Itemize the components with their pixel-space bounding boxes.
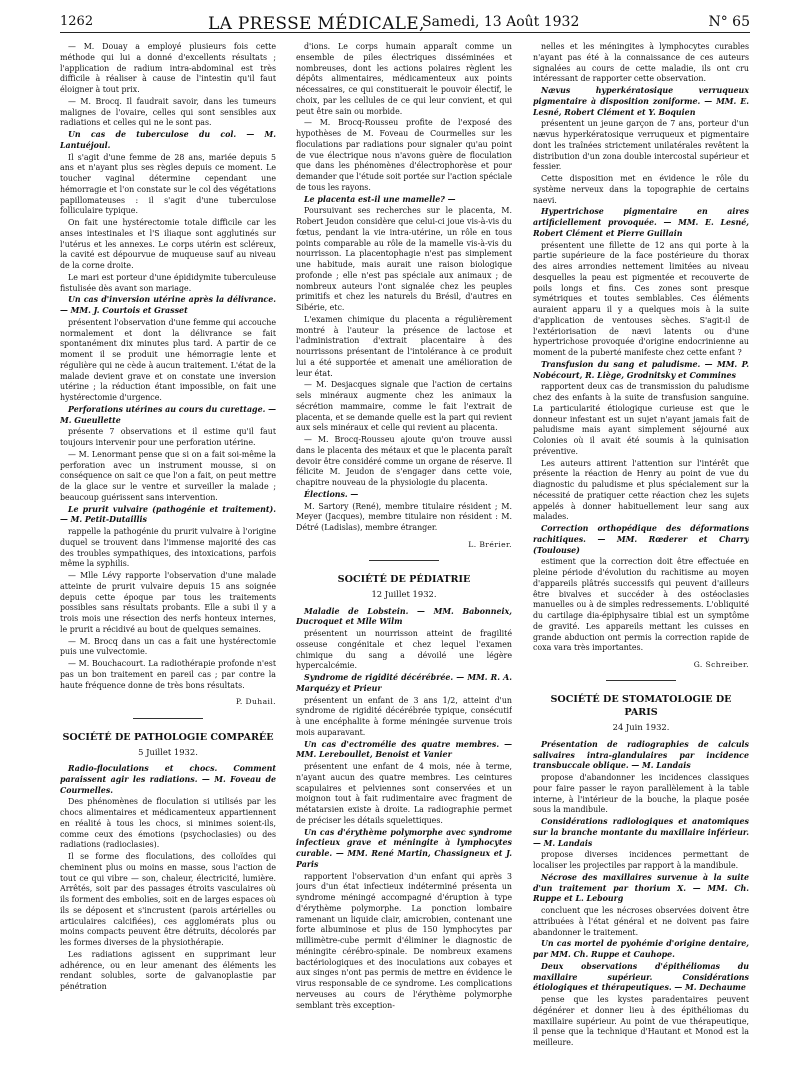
section-divider (133, 718, 203, 719)
page-header (60, 8, 750, 33)
paragraph: d'ions. Le corps humain apparaît comme un ensemble de piles électriques disséminées et nombreuses, dont les actions polaires règlent les dépôts alimentaires, médicamenteux aux points nécessaires, ce qui constituerait le pouvoir électif, le choix, par les cellules de ce qui leur convient, et qui peut être sain ou morbide. (296, 42, 512, 116)
article-title: Hypertrichose pigmentaire en aires artificiellement provoquée. — MM. E. Lesné, Robert Clément et Pierre Guillain (533, 207, 749, 238)
article-title: Nævus hyperkératosique verruqueux pigmentaire à disposition zoniforme. — MM. E. Lesné, Robert Clément et Y. Boquien (533, 86, 749, 117)
article-title: Syndrome de rigidité décérébrée. — MM. R. A. Marquézy et Prieur (296, 673, 512, 693)
paragraph: — M. Lenormant pense que si on a fait soi-même la perforation avec un instrument mousse, si on conséquence on sait ce que l'on a fait, on peut mettre de la glace sur le ventre et surveiller la malade ; beaucoup guérissent sans intervention. (60, 449, 276, 502)
paragraph: Les radiations agissent en supprimant leur adhérence, ou en leur amenant des éléments les rendant solubles, sorte de galvanoplastie par pénétration (60, 949, 276, 992)
article-title: Le prurit vulvaire (pathogénie et traitement). — M. Petit-Dutaillis (60, 504, 276, 525)
paragraph: présentent un enfant de 3 ans 1/2, atteint d'un syndrome de rigidité décérébrée typique, consécutif à une encéphalite à forme méningée survenue trois mois auparavant. (296, 695, 512, 737)
section-heading: SOCIÉTÉ DE PATHOLOGIE COMPARÉE (62, 731, 274, 743)
section-divider (606, 680, 676, 681)
column-right (533, 42, 749, 1072)
paragraph: Poursuivant ses recherches sur le placenta, M. Robert Jeudon considère que celui-ci joue vis-à-vis du fœtus, pendant la vie intra-utérine, un rôle en tous points comparable au rôle de la mamelle vis-à-vis du nourrisson. La placentophagie n'est pas simplement une habitude, mais aurait une raison biologique profonde ; elle n'est pas spéciale aux animaux ; de nombreux auteurs l'ont signalée chez les peuples primitifs et chez les naturels du Brésil, d'autres en Sibérie, etc. (296, 206, 512, 312)
paragraph: estiment que la correction doit être effectuée en pleine période d'évolution du rachitisme au moyen d'appareils plâtrés successifs qui peuvent d'ailleurs être bivalves et succéder à des ostéoclasies manuelles ou à de simples redressements. L'obliquité du cartilage dia-épiphysaire tibial est un symptôme de gravité. Les appareils mettant les cuisses en grande abduction ont permis la correction rapide de coxa vara très importantes. (533, 557, 749, 653)
article-title: Présentation de radiographies de calculs salivaires intra-glandulaires par incidence transbuccale oblique. — M. Landais (533, 739, 749, 771)
paragraph: On fait une hystérectomie totale difficile car les anses intestinales et l'S iliaque sont agglutinés sur l'utérus et les annexes. Le corps utérin est scléreux, la cavité est dépourvue de muqueuse sauf au niveau de la corne droite. (60, 218, 276, 270)
article-title: Élections. — (304, 489, 359, 499)
article-title: Correction orthopédique des déformations rachitiques. — MM. Rœderer et Charry (Toulouse) (533, 524, 749, 555)
issue-number: N° 65 (708, 14, 750, 30)
page-number: 1262 (60, 14, 94, 29)
article-title: Un cas d'inversion utérine après la délivrance. — MM. J. Courtois et Grasset (60, 295, 276, 315)
paragraph: — M. Desjacques signale que l'action de certains sels minéraux augmente chez les animaux la sécrétion mammaire, comme le fait l'extrait de placenta, et se demande quelle est la part qui revient aux sels minéraux et celle qui revient au placenta. (296, 380, 512, 433)
signature: P. Duhail. (235, 697, 276, 707)
paragraph: — M. Brocq. Il faudrait savoir, dans les tumeurs malignes de l'ovaire, celles qui sont sensibles aux radiations et celles qui ne le sont pas. (60, 96, 276, 128)
paragraph: — Mlle Lévy rapporte l'observation d'une malade atteinte de prurit vulvaire depuis 15 ans soignée depuis cette époque par tous les traitements possibles sans résultats probants. Elle a subi il y a trois mois une résection des nerfs honteux internes, le prurit a récidivé au bout de quelques semaines. (60, 571, 276, 634)
article-title: Considérations radiologiques et anatomiques sur la branche montante du maxillaire inférieur. — M. Landais (533, 817, 749, 848)
paragraph: présentent un jeune garçon de 7 ans, porteur d'un nævus hyperkératosique verruqueux et pigmentaire dont les traînées strictement unilatérales revêtent la distribution d'un zona double intercostal supérieur et fessier. (533, 119, 749, 172)
section-divider (369, 560, 439, 561)
signature: L. Brérier. (468, 539, 512, 549)
column-middle (296, 42, 512, 1072)
article-title: Deux observations d'épithéliomas du maxillaire supérieur. Considérations étiologiques et thérapeutiques. — M. Dechaume (533, 961, 749, 993)
issue-date: Samedi, 13 Août 1932 (422, 14, 580, 30)
article-title: Transfusion du sang et paludisme. — MM. P. Nobécourt, R. Liège, Grodnitsky et Commines (533, 359, 749, 380)
paragraph: Il s'agit d'une femme de 28 ans, mariée depuis 5 ans et n'ayant plus ses règles depuis ce moment. Le toucher vaginal détermine cependant une hémorragie et l'on constate sur le col des végétations papillomateuses : il s'agit d'une tuberculose folliculaire typique. (60, 152, 276, 216)
paragraph: rapportent l'observation d'un enfant qui après 3 jours d'un état infectieux indéterminé présenta un syndrome méningé accompagné d'éruption à type d'érythème polymorphe. La ponction lombaire ramenant un liquide clair, amicrobien, contenant une forte albuminose et plus de 150 lymphocytes par millimètre-cube permit d'éliminer le diagnostic de méningite cérébro-spinale. De nombreux examens bactériologiques et des inoculations aux cobayes et aux singes n'ont pas permis de mettre en évidence le virus responsable de ce syndrome. Les complications nerveuses au cours de l'érythème polymorphe semblant très exception- (296, 871, 512, 1010)
section-heading: SOCIÉTÉ DE PÉDIATRIE (337, 574, 471, 586)
paragraph: présente 7 observations et il estime qu'il faut toujours intervenir pour une perforation utérine. (60, 427, 276, 447)
paragraph: nelles et les méningites à lymphocytes curables n'ayant pas été à la connaissance de ces auteurs signalées au cours de cette maladie, ils ont cru intéressant de rapporter cette observation. (533, 42, 749, 84)
paragraph: rappelle la pathogénie du prurit vulvaire à l'origine duquel se trouvent dans l'immense majorité des cas des troubles sympathiques, des intoxications, parfois même la syphilis. (60, 527, 276, 569)
section-date: 24 Juin 1932. (612, 722, 670, 733)
paragraph: propose d'abandonner les incidences classiques pour faire passer le rayon parallèlement à la table interne, à l'intérieur de la bouche, la plaque posée sous la mandibule. (533, 773, 749, 815)
article-title: Perforations utérines au cours du curettage. — M. Gueullette (60, 404, 276, 425)
paragraph: présentent l'observation d'une femme qui accouche normalement et dont la délivrance se fait spontanément dix minutes plus tard. A partir de ce moment il se produit une hémorragie lente et régulière qui ne cède à aucun traitement. L'état de la malade devient grave et on constate une inversion utérine ; la réduction étant impossible, on fait une hystérectomie d'urgence. (60, 317, 276, 402)
section-date: 5 Juillet 1932. (138, 746, 198, 757)
section-date: 12 Juillet 1932. (371, 589, 437, 600)
article-title: Un cas d'ectromélie des quatre membres. — MM. Lereboullet, Benoist et Vanier (296, 739, 512, 760)
paragraph: rapportent deux cas de transmission du paludisme chez des enfants à la suite de transfusion sanguine. La particularité étiologique curieuse est que le donneur infestant est un sujet n'ayant jamais fait de paludisme mais ayant simplement séjourné aux Colonies où il avait été soumis à la quinisation préventive. (533, 382, 749, 456)
paragraph: concluent que les nécroses observées doivent être attribuées à l'état général et ne doivent pas faire abandonner le traitement. (533, 906, 749, 937)
paragraph: présentent un nourrisson atteint de fragilité osseuse congénitale et chez lequel l'examen chimique du sang a dévoilé une légère hypercalcémie. (296, 629, 512, 671)
signature: G. Schreiber. (693, 660, 749, 669)
article-title: Un cas de tuberculose du col. — M. Lantuéjoul. (60, 130, 276, 150)
paragraph: Il se forme des floculations, des colloïdes qui cheminent plus ou moins en masse, sous l'action de tout ce qui vibre — son, chaleur, électricité, lumière. Arrêtés, soit par des passages étroits vasculaires où ils forment des embolies, soit en de larges espaces où ils se déposent et s'incrustent (parois artérielles ou articulaires calcifiées), ces agglomérats plus ou moins compacts peuvent être détruits, décolorés par les formes diverses de la physiothérapie. (60, 852, 276, 948)
section-heading: SOCIÉTÉ DE STOMATOLOGIE DE PARIS (550, 694, 732, 719)
paragraph: — M. Brocq-Rousseu ajoute qu'on trouve aussi dans le placenta des métaux et que le placenta paraît devoir être considéré comme un organe de réserve. Il félicite M. Jeudon de s'engager dans cette voie, chapitre nouveau de la physiologie du placenta. (296, 435, 512, 487)
paragraph: — M. Bouchacourt. La radiothérapie profonde n'est pas un bon traitement en pareil cas ; par contre la haute fréquence donne de très bons résultats. (60, 659, 276, 690)
paragraph: — M. Douay a employé plusieurs fois cette méthode qui lui a donné d'excellents résultats ; l'application de radium intra-abdominal est très difficile à réaliser à cause de l'intestin qu'il faut éloigner à tout prix. (60, 42, 276, 94)
paragraph: Des phénomènes de floculation si utilisés par les chocs alimentaires et médicamenteux appartiennent en réalité à tous les chocs, si minimes soient-ils, comme ceux des émotions (psychoclasies) ou des radiations (radioclasies). (60, 797, 276, 850)
paragraph: — M. Brocq dans un cas a fait une hystérectomie puis une vulvectomie. (60, 636, 276, 657)
journal-title: LA PRESSE MÉDICALE, (208, 14, 425, 34)
article-title: Le placenta est-il une mamelle? — (304, 194, 456, 204)
paragraph: présentent une fillette de 12 ans qui porte à la partie supérieure de la face postérieure du thorax des aires arrondies nettement limitées au niveau desquelles la peau est pigmentée et recouverte de poils longs et fins. Ces zones sont presque symétriques et toutes semblables. Ces éléments auraient apparu il y a quelques mois à la suite d'application de ventouses sèches. S'agit-il de l'extériorisation de nævi latents ou d'une hypertrichose provoquée d'origine endocrinienne au moment de la puberté manifeste chez cette enfant ? (533, 240, 749, 357)
paragraph: M. Sartory (René), membre titulaire résident ; M. Meyer (Jacques), membre titulaire non résident : M. Détré (Ladislas), membre étranger. (296, 501, 512, 532)
paragraph: L'examen chimique du placenta a régulièrement montré à l'auteur la présence de lactose et l'administration d'extrait placentaire à des nourrissons présentant de l'intolérance à ce produit lui a été supportée et amenait une amélioration de leur état. (296, 314, 512, 378)
article-title: Un cas mortel de pyohémie d'origine dentaire, par MM. Ch. Ruppe et Cauhope. (533, 939, 749, 960)
paragraph: Cette disposition met en évidence le rôle du système nerveux dans la topographie de certains naevi. (533, 174, 749, 205)
column-left (60, 42, 276, 1072)
paragraph: Le mari est porteur d'une épididymite tuberculeuse fistulisée dès avant son mariage. (60, 272, 276, 293)
article-title: Nécrose des maxillaires survenue à la suite d'un traitement par thorium X. — MM. Ch. Ruppe et L. Lebourg (533, 872, 749, 904)
article-title: Maladie de Lobstein. — MM. Babonneix, Ducroquet et Mlle Wilm (296, 606, 512, 627)
paragraph: pense que les kystes paradentaires peuvent dégénérer et donner lieu à des épithéliomas du maxillaire supérieur. Au point de vue thérapeutique, il pense que la technique d'Hautant et Monod est la meilleure. (533, 995, 749, 1048)
article-title: Radio-floculations et chocs. Comment paraissent agir les radiations. — M. Foveau de Courmelles. (60, 764, 276, 795)
paragraph: — M. Brocq-Rousseu profite de l'exposé des hypothèses de M. Foveau de Courmelles sur les floculations par radiations pour signaler qu'au point de vue électrique nous n'avons guère de floculation que dans les phénomènes d'électrophorèse et pour demander que l'étude soit portée sur l'action spéciale de tous les rayons. (296, 118, 512, 192)
paragraph: Les auteurs attirent l'attention sur l'intérêt que présente la réaction de Henry au point de vue du diagnostic du paludisme et plus spécialement sur la nécessité de pratiquer cette réaction chez les sujets appelés à donner habituellement leur sang aux malades. (533, 458, 749, 522)
article-title: Un cas d'érythème polymorphe avec syndrome infectieux grave et méningite à lymphocytes curable. — MM. René Martin, Chassigneux et J. Paris (296, 827, 512, 869)
paragraph: présentent une enfant de 4 mois, née à terme, n'ayant aucun des quatre membres. Les ceintures scapulaires et pelviennes sont conservées et un moignon tout à fait rudimentaire avec fragment de métatarsien existe à droite. La radiographie permet de préciser les détails squelettiques. (296, 762, 512, 825)
paragraph: propose diverses incidences permettant de localiser les projectiles par rapport à la mandibule. (533, 850, 749, 871)
